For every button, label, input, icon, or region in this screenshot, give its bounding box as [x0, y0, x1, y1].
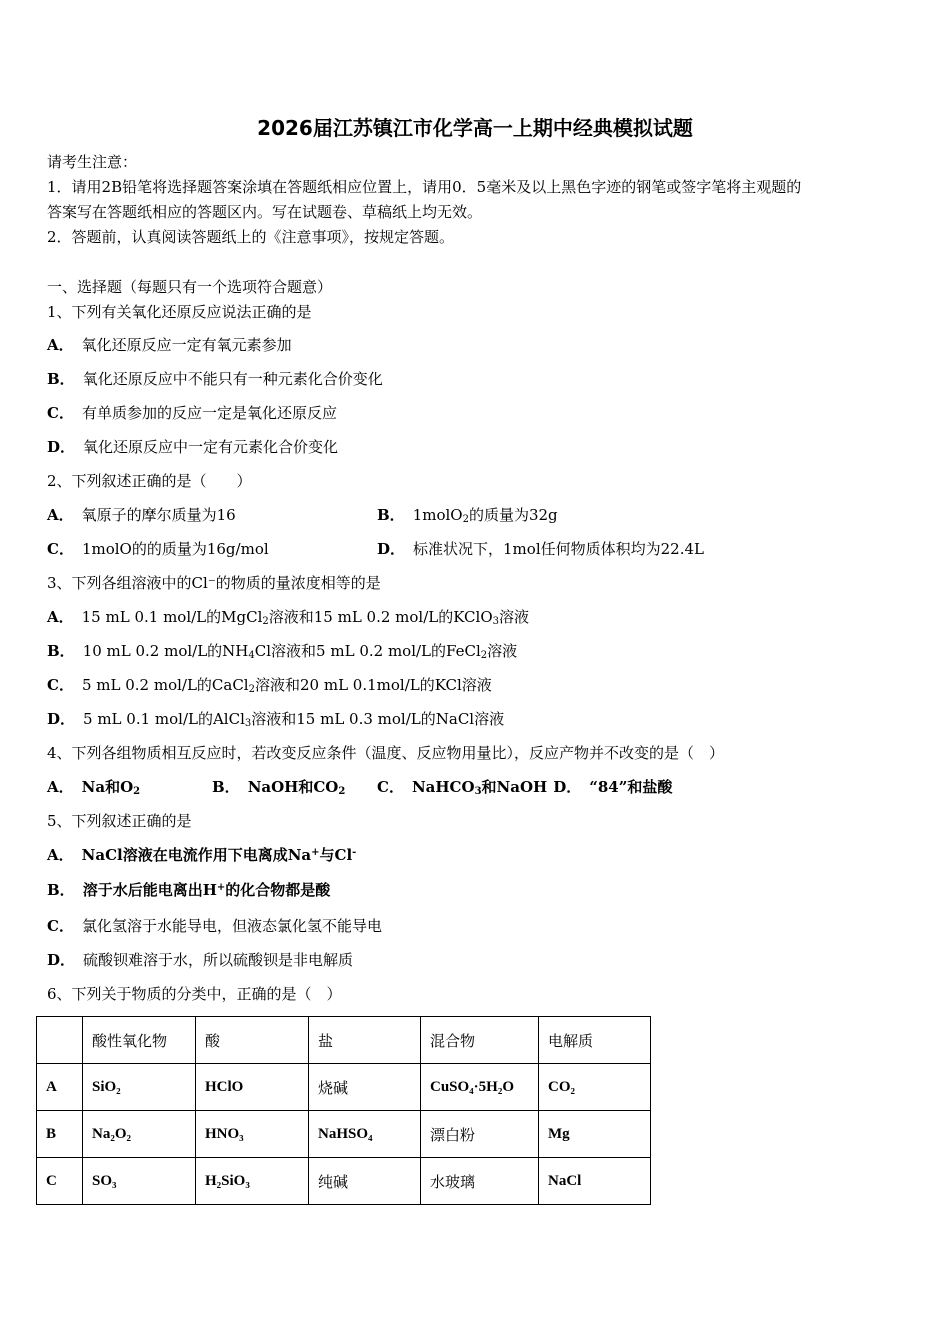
option-text: 氧原子的摩尔质量为16 [81, 506, 236, 524]
option-text: Na和O [81, 778, 134, 796]
option-text: 硫酸钡难溶于水，所以硫酸钡是非电解质 [83, 951, 354, 969]
table-header-cell: 酸性氧化物 [83, 1017, 196, 1064]
table-header-cell [37, 1017, 83, 1064]
q4-option-d [553, 777, 672, 797]
q2-stem: 2、下列叙述正确的是（ ） [47, 472, 252, 490]
q4-option-b [212, 777, 377, 797]
subscript: 3 [492, 616, 499, 627]
option-text: 溶于水后能电离出H [82, 881, 217, 899]
subscript: 2 [480, 650, 488, 661]
option-label: D． [553, 778, 582, 796]
option-text: 氧化还原反应一定有氧元素参加 [81, 336, 292, 354]
table-header-cell: 酸 [196, 1017, 309, 1064]
subscript: 2 [338, 786, 346, 797]
subscript: 2 [133, 786, 141, 797]
q1-option-b [47, 369, 383, 389]
option-text: 溶液和15 mL 0.3 mol/L的NaCl溶液 [251, 710, 505, 728]
option-text: “84”和盐酸 [589, 778, 673, 796]
subscript: 3 [244, 718, 252, 729]
table-cell-electrolyte: Mg [539, 1111, 651, 1158]
q2-option-b [377, 505, 558, 525]
table-cell-salt: NaHSO₄ [309, 1111, 421, 1158]
subscript: 4 [248, 650, 255, 661]
table-cell-oxide: Na₂O₂ [83, 1111, 196, 1158]
row-label: B [37, 1111, 83, 1158]
option-label: D． [47, 710, 76, 728]
q1-option-c [47, 403, 337, 423]
q5-option-c [47, 916, 382, 936]
table-row [37, 1111, 651, 1158]
option-label: A． [47, 608, 74, 626]
q4-stem: 4、下列各组物质相互反应时，若改变反应条件（温度、反应物用量比），反应产物并不改变的是（ ） [47, 744, 725, 762]
subscript: 2 [462, 514, 469, 525]
q4-option-c [377, 777, 547, 797]
q3-stem: 3、下列各组溶液中的Cl⁻的物质的量浓度相等的是 [47, 574, 381, 592]
superscript: + [311, 847, 320, 858]
subscript: 2 [262, 616, 269, 627]
q5-option-a [47, 845, 356, 865]
table-cell-electrolyte: NaCl [539, 1158, 651, 1205]
table-cell-acid: H₂SiO₃ [196, 1158, 309, 1205]
q5-option-d [47, 950, 353, 970]
notice-line-1b: 答案写在答题纸相应的答题区内。写在试题卷、草稿纸上均无效。 [47, 203, 483, 221]
subscript: 3 [474, 786, 482, 797]
option-label: B． [377, 506, 405, 524]
option-text: 1molO的的质量为16g/mol [81, 540, 269, 558]
table-cell-acid: HClO [196, 1064, 309, 1111]
table-header-row [37, 1017, 651, 1064]
table-header-cell: 盐 [309, 1017, 421, 1064]
table-cell-electrolyte: CO₂ [539, 1064, 651, 1111]
table-cell-oxide: SiO₂ [83, 1064, 196, 1111]
option-text: 10 mL 0.2 mol/L的NH [82, 642, 249, 660]
option-text: 的化合物都是酸 [225, 881, 331, 899]
classification-table [36, 1016, 651, 1205]
q4-options [47, 777, 672, 797]
option-label: C． [47, 404, 74, 422]
q6-stem: 6、下列关于物质的分类中，正确的是（ ） [47, 985, 342, 1003]
option-text: Cl溶液和5 mL 0.2 mol/L的FeCl [254, 642, 481, 660]
q2-option-c [47, 539, 269, 559]
q3-option-b [47, 641, 517, 661]
option-text: 氯化氢溶于水能导电，但液态氯化氢不能导电 [81, 917, 382, 935]
option-text: 1molO [412, 506, 463, 524]
option-label: D． [47, 951, 76, 969]
option-label: B． [47, 370, 75, 388]
option-label: D． [377, 540, 406, 558]
table-cell-salt: 纯碱 [309, 1158, 421, 1205]
section-heading: 一、选择题（每题只有一个选项符合题意） [47, 278, 333, 296]
table-cell-mixture: CuSO₄·5H₂O [421, 1064, 539, 1111]
q4-option-a [47, 777, 212, 797]
option-label: C． [47, 540, 74, 558]
q1-option-a [47, 335, 292, 355]
table-cell-salt: 烧碱 [309, 1064, 421, 1111]
row-label: C [37, 1158, 83, 1205]
option-text: 氧化还原反应中不能只有一种元素化合价变化 [82, 370, 383, 388]
row-label: A [37, 1064, 83, 1111]
option-text: NaCl溶液在电流作用下电离成Na [81, 846, 312, 864]
subscript: 2 [248, 684, 255, 695]
option-label: B． [47, 881, 75, 899]
option-text: 标准状况下，1mol任何物质体积均为22.4L [413, 540, 704, 558]
option-text: NaHCO [411, 778, 475, 796]
q2-option-a [47, 505, 236, 525]
option-text: 15 mL 0.1 mol/L的MgCl [81, 608, 263, 626]
option-label: A． [47, 506, 74, 524]
q3-option-d [47, 709, 504, 729]
table-cell-mixture: 水玻璃 [421, 1158, 539, 1205]
table-header-cell: 混合物 [421, 1017, 539, 1064]
table-header-cell: 电解质 [539, 1017, 651, 1064]
page-title: 2026届江苏镇江市化学高一上期中经典模拟试题 [257, 116, 693, 140]
q3-option-a [47, 607, 529, 627]
table-cell-oxide: SO₃ [83, 1158, 196, 1205]
notice-heading: 请考生注意： [47, 153, 138, 171]
q5-stem: 5、下列叙述正确的是 [47, 812, 192, 830]
superscript: + [216, 882, 226, 893]
option-text: 溶液和15 mL 0.2 mol/L的KClO [268, 608, 493, 626]
option-label: A． [47, 846, 74, 864]
option-label: C． [47, 676, 74, 694]
option-label: A． [47, 778, 74, 796]
option-text: 与Cl [319, 846, 353, 864]
option-text: 氧化还原反应中一定有元素化合价变化 [83, 438, 339, 456]
q3-option-c [47, 675, 492, 695]
option-text: NaOH和CO [247, 778, 339, 796]
option-label: C． [47, 917, 74, 935]
option-text: 溶液 [499, 608, 530, 626]
option-text: 5 mL 0.1 mol/L的AlCl [83, 710, 245, 728]
option-label: A． [47, 336, 74, 354]
q2-option-d [377, 539, 704, 559]
option-label: B． [47, 642, 75, 660]
table-row [37, 1064, 651, 1111]
q1-stem: 1、下列有关氧化还原反应说法正确的是 [47, 303, 312, 321]
option-label: D． [47, 438, 76, 456]
q1-option-d [47, 437, 338, 457]
option-text: 溶液和20 mL 0.1mol/L的KCl溶液 [254, 676, 492, 694]
option-text: 的质量为32g [468, 506, 558, 524]
option-label: B． [212, 778, 240, 796]
notice-line-1a: 1．请用2B铅笔将选择题答案涂填在答题纸相应位置上，请用0．5毫米及以上黑色字迹的钢笔或签字笔将主观题的 [47, 178, 802, 196]
superscript: - [352, 847, 357, 858]
table-cell-acid: HNO₃ [196, 1111, 309, 1158]
notice-line-2: 2．答题前，认真阅读答题纸上的《注意事项》，按规定答题。 [47, 228, 455, 246]
option-text: 有单质参加的反应一定是氧化还原反应 [81, 404, 337, 422]
option-text: 溶液 [487, 642, 518, 660]
table-row [37, 1158, 651, 1205]
option-text: 5 mL 0.2 mol/L的CaCl [81, 676, 249, 694]
option-label: C． [377, 778, 404, 796]
option-text: 和NaOH [481, 778, 548, 796]
q5-option-b [47, 880, 330, 900]
table-cell-mixture: 漂白粉 [421, 1111, 539, 1158]
